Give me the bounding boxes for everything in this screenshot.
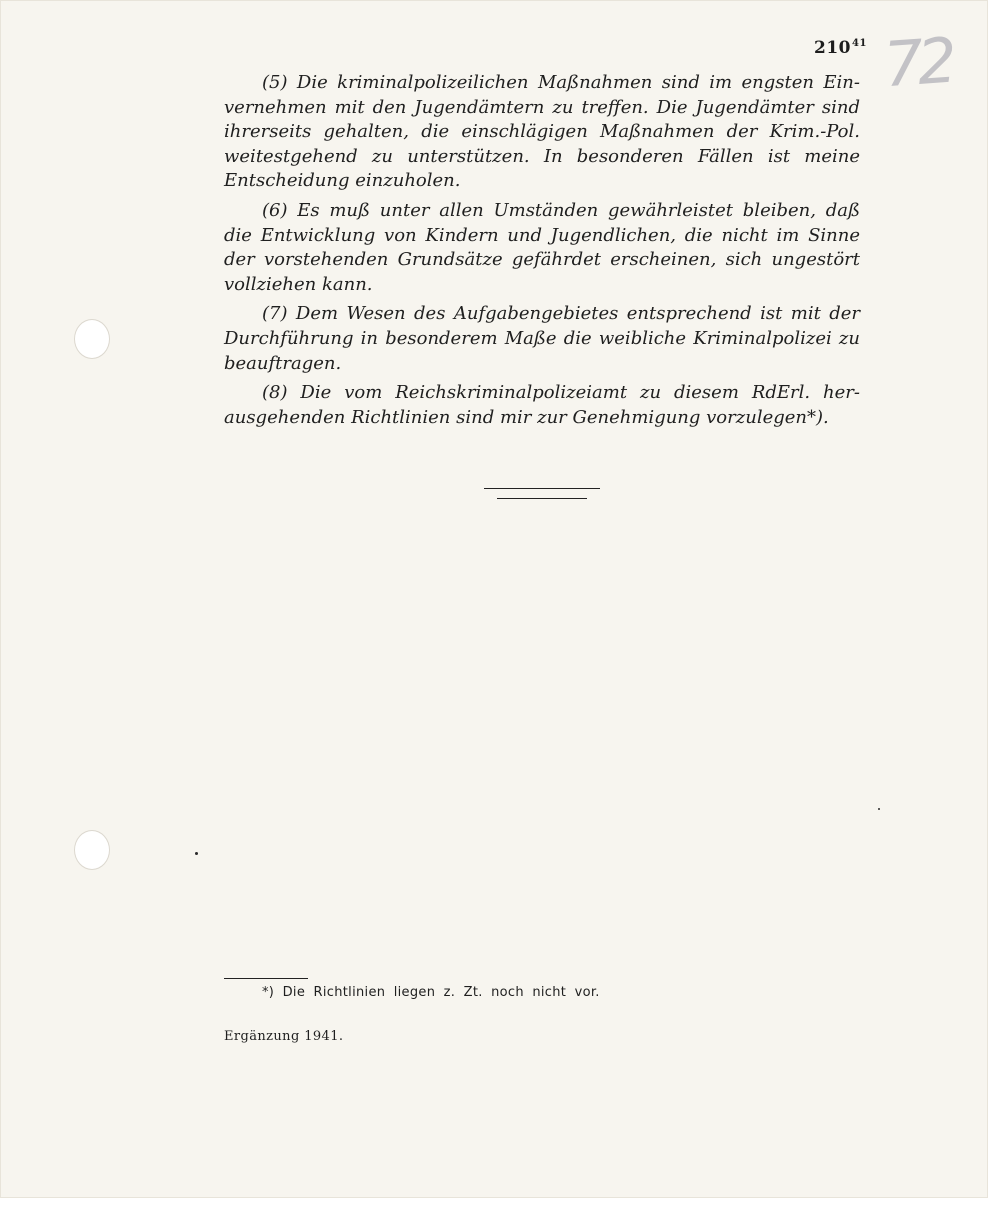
handwritten-folio-mark: 72: [881, 23, 954, 102]
body-text: [224, 71, 860, 435]
section-divider-upper: [484, 488, 600, 489]
paragraph-8: (8) Die vom Reichskriminalpolizeiamt zu diesem RdErl. herausgehenden Richtlinien sind mir zur Genehmigung vorzulegen*).: [224, 382, 860, 428]
paragraph-5: (5) Die kriminalpolizeilichen Maßnahmen sind im engsten Einvernehmen mit den Jugendämtern zu treffen. Die Jugendämter sind ihrerseits gehalten, die einschlägigen Maßnahmen der Krim.-Pol. weitestgehend zu unterstützen. In besonderen Fällen ist meine Entscheidung einzuholen.: [224, 72, 860, 192]
paper-speck: [878, 808, 880, 810]
supplement-note: Ergänzung 1941.: [224, 1029, 344, 1044]
punch-hole-top: [74, 319, 110, 359]
punch-hole-bottom: [74, 830, 110, 870]
footnote-rule: [224, 978, 308, 979]
paper-speck: [195, 852, 198, 855]
page-number-superscript: 41: [852, 38, 867, 49]
footnote: *) Die Richtlinien liegen z. Zt. noch nicht vor.: [262, 985, 600, 1000]
paragraph-6: (6) Es muß unter allen Umständen gewährleistet bleiben, daß die Entwicklung von Kindern und Jugendlichen, die nicht im Sinne der vorstehenden Grundsätze gefährdet erscheinen, sich ungestört vollziehen kann.: [224, 199, 860, 295]
paragraph-7: (7) Dem Wesen des Aufgabengebietes entsprechend ist mit der Durchführung in besonderem Maße die weibliche Kriminalpolizei zu beauftragen.: [224, 303, 860, 374]
section-divider-lower: [497, 498, 587, 499]
page-number-main: 210: [814, 38, 851, 58]
page-number: [814, 38, 867, 58]
